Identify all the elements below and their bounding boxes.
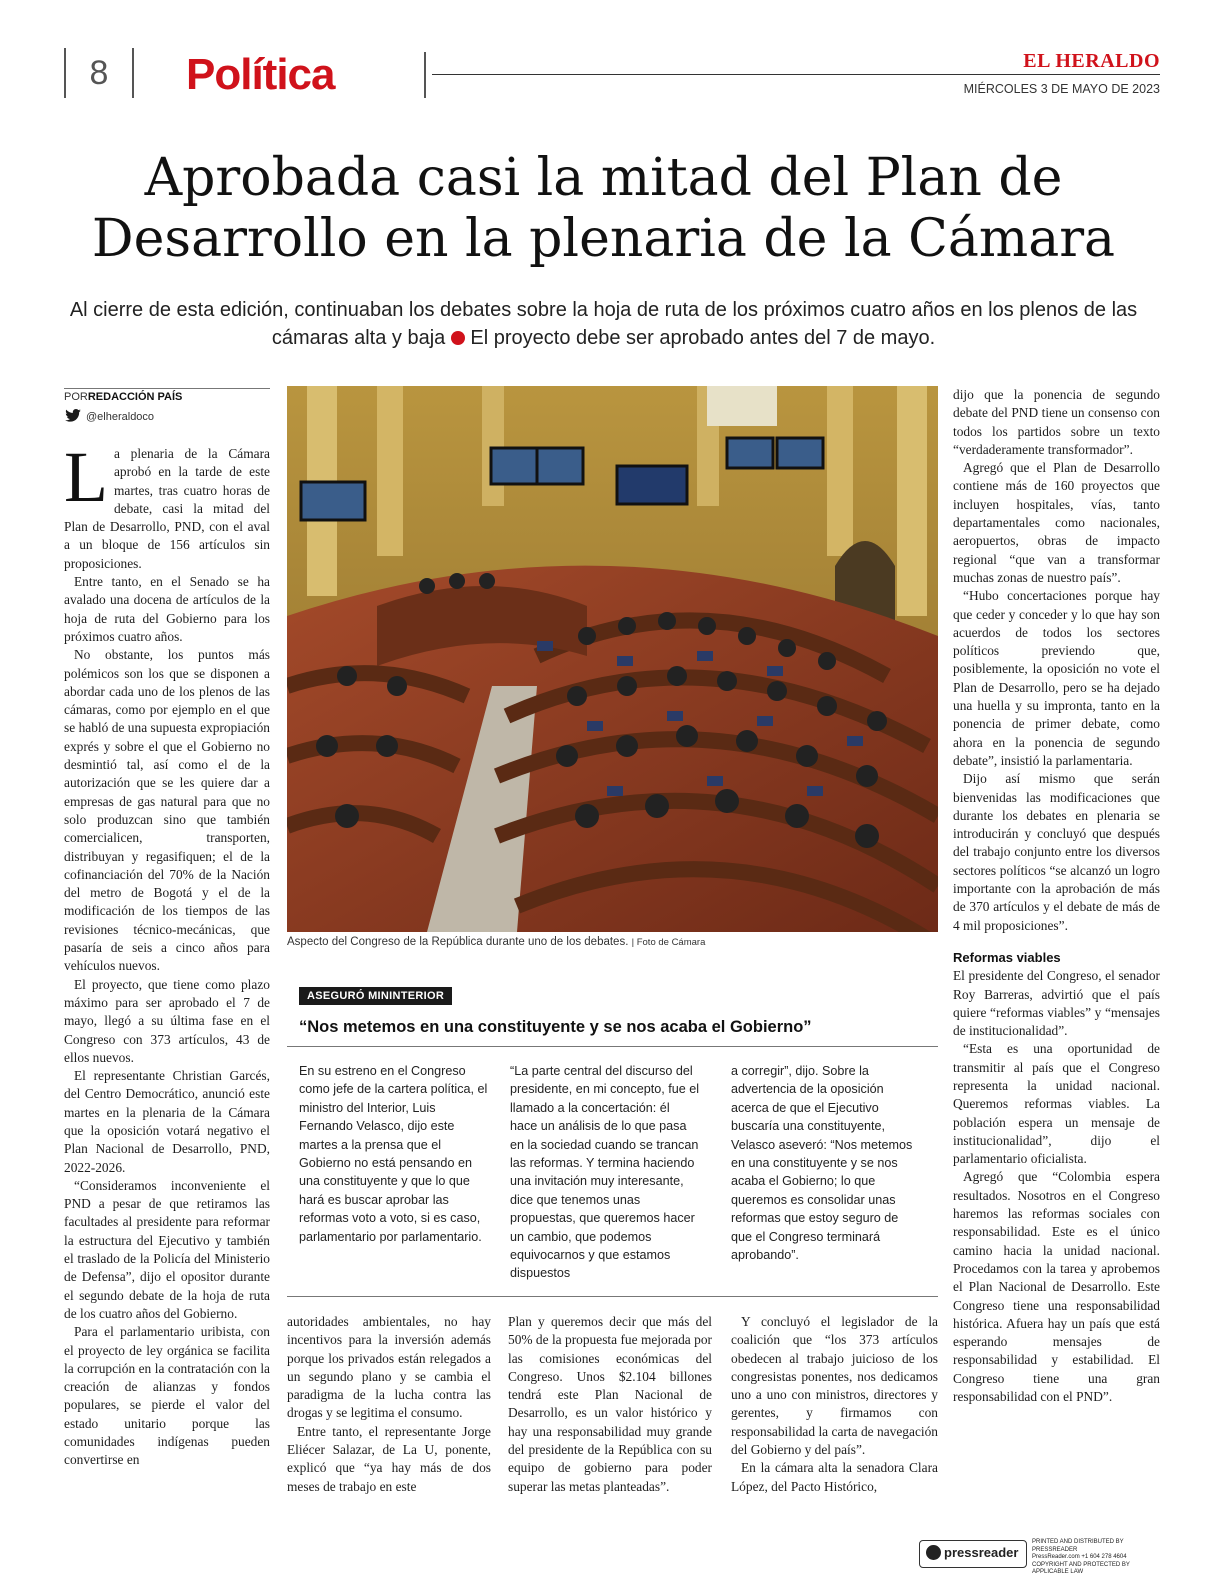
photo-caption (287, 936, 705, 948)
fine-print-line: COPYRIGHT AND PROTECTED BY APPLICABLE LAW (1032, 1561, 1130, 1575)
header-divider (424, 52, 426, 98)
sidebar-title: “Nos metemos en una constituyente y se nos acaba el Gobierno” (299, 1018, 812, 1036)
article-lower-column-2 (508, 1313, 712, 1496)
header-rule (432, 74, 1160, 75)
sidebar-tag: ASEGURÓ MININTERIOR (299, 987, 452, 1005)
article-column-1 (64, 437, 270, 1470)
byline-rule (64, 388, 270, 389)
article-paragraph: No obstante, los puntos más polémicos son los que se disponen a abordar cada uno de los plenos de las cámaras, como por ejemplo en el que se habló de una supuesta expropiación exprés y sobre el que el Gobierno no desmintió tal, así como el de la autorización que se les quiere dar a empresas de gas natural para que no solo produzcan sino que también comercialicen, transporten, distribuyan y regasifiquen; el de la cofinanciación del 70% de la Nación del metro de Bogotá y el de la modificación de los tiempos de las revisiones técnico-mecánicas, que pasaría de seis a cinco años para vehículos nuevos. (64, 647, 270, 974)
drop-cap: L (64, 437, 108, 517)
dateline: MIÉRCOLES 3 DE MAYO DE 2023 (963, 82, 1160, 96)
subheadline-part-2: El proyecto debe ser aprobado antes del 7 de mayo. (470, 327, 936, 349)
article-paragraph: En la cámara alta la senadora Clara López, del Pacto Histórico, (731, 1460, 938, 1494)
twitter-handle: @elheraldoco (86, 411, 155, 423)
article-subhead: Reformas viables (953, 949, 1061, 965)
article-paragraph: “Hubo concertaciones porque hay que ceder y conceder y lo que hay son acuerdos de todos los sectores políticos previendo que, posiblemente, la oposición no vote el Plan de Desarrollo, pero se ha dejado una huella y su impronta, tanto en la ponencia de primer debate, como ahora en la ponencia de segundo debate”, insistió la parlamentaria. (953, 588, 1160, 768)
sidebar-rule (287, 1046, 938, 1047)
subheadline-part-1: Al cierre de esta edición, continuaban los debates sobre la hoja de ruta de los próximos cuatro años en los plenos de las cámaras alta y baja (69, 299, 1138, 349)
photo-caption-text: Aspecto del Congreso de la República durante uno de los debates. (287, 936, 629, 948)
article-paragraph: Entre tanto, el representante Jorge Eliécer Salazar, de La U, ponente, explicó que “ya hay más de dos meses de trabajo en este (287, 1423, 491, 1494)
article-paragraph: dijo que la ponencia de segundo debate del PND tiene un consenso con todos los partidos sobre un texto “verdaderamente transformador”. (953, 387, 1160, 457)
twitter-icon (64, 409, 82, 422)
article-lower-column-3 (731, 1313, 938, 1496)
article-paragraph: La plenaria de la Cámara aprobó en la tarde de este martes, tras cuatro horas de debate, casi la mitad del Plan de Desarrollo, PND, con el aval a un bloque de 156 artículos sin proposiciones. (64, 437, 270, 571)
pressreader-brand: pressreader (944, 1545, 1019, 1560)
article-paragraph: Agregó que “Colombia espera resultados. Nosotros en el Congreso haremos las reformas sociales con responsabilidad. Este es el único camino hacia la unidad nacional. Procedamos con la tarea y aprobemos el Plan Nacional de Desarrollo. Este Congreso tiene una responsabilidad histórica. Afuera hay un país que está esperando mensajes de responsabilidad y estabilidad. El Congreso tiene una gran responsabilidad con el PND”. (953, 1169, 1160, 1405)
sidebar-column-1: En su estreno en el Congreso como jefe de la cartera política, el ministro del Interior, Luis Fernando Velasco, dijo este martes a la prensa que el Gobierno no está pensando en una constituyente y que lo que hará es buscar aprobar las reformas voto a voto, si es caso, parlamentario por parlamentario. (299, 1064, 488, 1244)
bullet-dot-icon (451, 331, 465, 345)
article-paragraph: Y concluyó el legislador de la coalición que “los 373 artículos obedecen al trabajo juicioso de los congresistas ponentes, nos dedicamos uno a uno con ministros, directores y gerentes, y firmamos con responsabilidad la carta de navegación del Gobierno y del país”. (731, 1314, 938, 1458)
fine-print-line: PressReader.com +1 604 278 4604 (1032, 1554, 1127, 1560)
article-paragraph: El proyecto, que tiene como plazo máximo para ser aprobado el 7 de mayo, llegó a su última fase en el Congreso con 373 artículos, 43 de ellos nuevos. (64, 976, 270, 1065)
article-paragraph: autoridades ambientales, no hay incentivos para la inversión además porque los privados están relegados a un segundo plano y se cambia el paradigma de la lucha contra las drogas y se legitima el consumo. (287, 1314, 491, 1421)
headline (60, 148, 1147, 270)
fine-print-line: PRINTED AND DISTRIBUTED BY PRESSREADER (1032, 1539, 1124, 1553)
sidebar-bottom-rule (287, 1296, 938, 1297)
page-number: 8 (64, 48, 134, 98)
article-paragraph: Para el parlamentario uribista, con el proyecto de ley orgánica se facilita la corrupción en la contratación con la creación de alianzas y fondos populares, se pierde el valor del estado unitario porque las comunidades indígenas pueden convertirse en (64, 1324, 270, 1468)
article-paragraph: Entre tanto, en el Senado se ha avalado una docena de artículos de la hoja de ruta del Gobierno para los próximos cuatro años. (64, 574, 270, 644)
congress-chamber-illustration (287, 386, 938, 932)
article-paragraph: El presidente del Congreso, el senador Roy Barreras, advirtió que el país quiere “reformas viables” y “mensajes de institucionalidad”. (953, 968, 1160, 1039)
sidebar-column-2: “La parte central del discurso del presidente, en mi concepto, fue el llamado a la concertación: él hace un análisis de lo que pasa en la sociedad cuando se trancan las reformas. Y termina haciendo una invitación muy interesante, dice que tenemos unas propuestas, que queremos hacer un cambio, que podemos equivocarnos y que estamos dispuestos (510, 1064, 700, 1281)
headline-line-1: Aprobada casi la mitad del Plan de (144, 148, 1063, 208)
byline-author: REDACCIÓN PAÍS (87, 391, 183, 403)
article-column-4 (953, 386, 1160, 1406)
pressreader-fine-print (1032, 1539, 1162, 1577)
section-title: Política (186, 50, 335, 99)
sidebar-column-3: a corregir”, dijo. Sobre la advertencia de la oposición acerca de que el Ejecutivo buscaría una constituyente, Velasco aseveró: “Nos metemos en una constituyente y se nos acaba el Gobierno; lo que queremos es consolidar unas reformas que estoy seguro de que el Congreso terminará aprobando”. (731, 1064, 913, 1263)
article-paragraph: “Consideramos inconveniente el PND a pesar de que retiramos las facultades al presidente para reformar la estructura del Ejecutivo y también el traslado de la Policía del Ministerio de Defensa”, dijo el opositor durante el segundo debate de la hoja de ruta de los cuatro años del Gobierno. (64, 1177, 270, 1321)
congress-chamber-photo (287, 386, 938, 932)
byline (64, 391, 182, 403)
photo-credit: | Foto de Cámara (631, 937, 706, 948)
article-paragraph: Agregó que el Plan de Desarrollo contiene más de 160 proyectos que incluyen hospitales, vías, tanto departamentales como nacionales, aeropuertos, obras de impacto regional “que van a transformar muchas zonas de nuestro país”. (953, 460, 1160, 585)
byline-prefix: POR (64, 391, 88, 403)
article-paragraph: Dijo así mismo que serán bienvenidas las modificaciones que durante los debates en plenaria se introducirán y concluyó que después del trabajo conjunto entre los diversos sectores políticos “se alcanzó un logro importante con la aprobación de más de 370 artículos y el debate de más de 4 mil proposiciones”. (953, 771, 1160, 933)
headline-line-2: Desarrollo en la plenaria de la Cámara (91, 209, 1116, 269)
subheadline (60, 296, 1147, 352)
article-paragraph: El representante Christian Garcés, del Centro Democrático, anunció este martes en la plenaria de la Cámara que la oposición votará negativo el Plan Nacional de Desarrollo, PND, 2022-2026. (64, 1068, 270, 1175)
twitter-handle-row (64, 409, 154, 423)
article-lower-column-1 (287, 1313, 491, 1496)
article-paragraph: “Esta es una oportunidad de transmitir al país que el Congreso representa la unidad nacional. Queremos reformas viables. La población espera un mensaje de institucionalidad”, dijo el parlamentario oficialista. (953, 1041, 1160, 1167)
article-paragraph: Plan y queremos decir que más del 50% de la propuesta fue mejorada por las comisiones económicas del Congreso. Unos $2.104 billones tendrá este Plan Nacional de Desarrollo, es un valor histórico y hay una responsabilidad muy grande del presidente de la República con su equipo de gobierno para poder superar las metas planteadas”. (508, 1314, 712, 1494)
pressreader-logo-icon (926, 1545, 941, 1560)
masthead-logo: EL HERALDO (1023, 50, 1160, 72)
